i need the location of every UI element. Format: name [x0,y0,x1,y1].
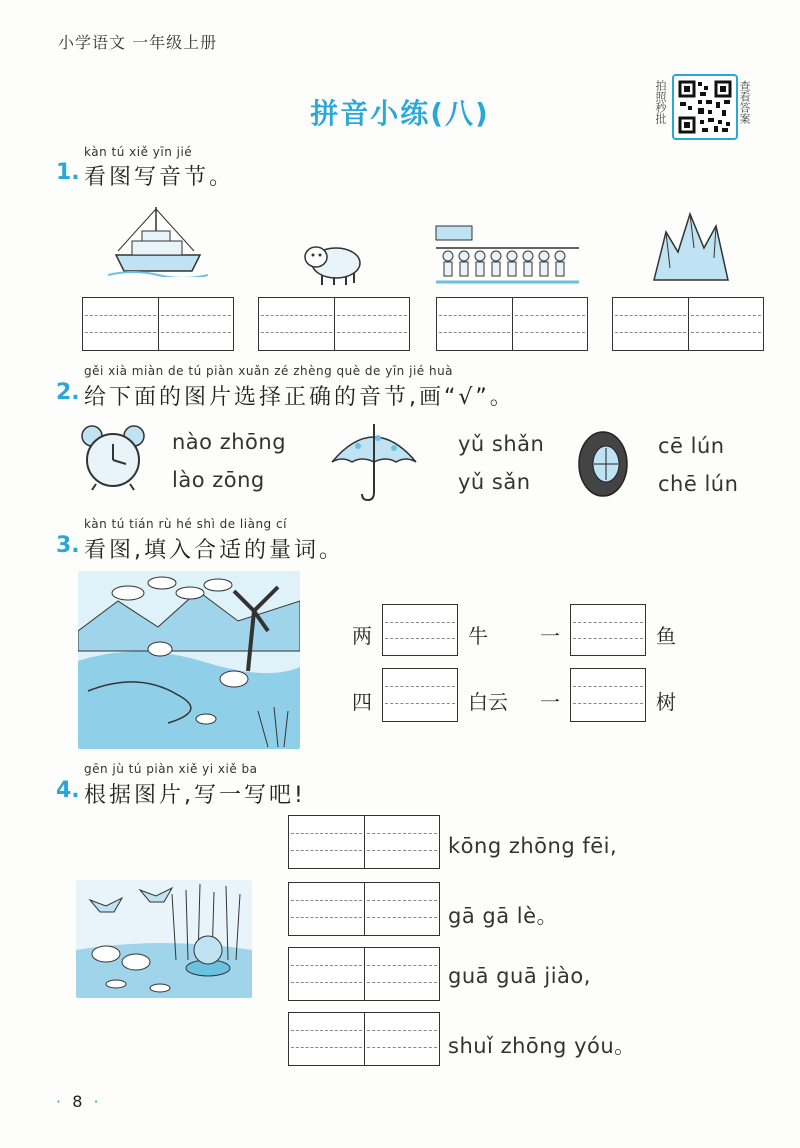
q2-option-1a[interactable]: nào zhōng [172,430,287,454]
q1-pinyin: kàn tú xiě yīn jié [84,145,193,159]
q4-line-3: guā guā jiào, [448,964,591,988]
qr-right-label: 查看答案 [738,80,751,124]
alarm-clock-picture [78,424,148,492]
wheel-picture [576,430,630,498]
q1-instruction: 看图写音节。 [84,165,235,190]
q4-line-1: kōng zhōng fēi, [448,834,618,858]
cow-picture [300,235,366,287]
ship-picture [108,205,208,277]
q2-instruction: 给下面的图片选择正确的音节,画“√”。 [84,385,515,410]
q1-answer-grid-1[interactable] [82,297,234,351]
children-picture [434,222,584,288]
q4-answer-grid-4[interactable] [288,1012,440,1066]
q2-pinyin: gěi xià miàn de tú piàn xuǎn zé zhèng què de yīn jié huà [84,364,454,378]
q3-word-8: 树 [656,690,676,714]
qr-code-icon [674,76,736,138]
page-title: 拼音小练(八) [310,97,490,130]
q4-answer-grid-3[interactable] [288,947,440,1001]
q4-line-2: gā gā lè。 [448,904,559,928]
page-number-dot-right: · [93,1092,99,1111]
q3-word-7: 一 [540,690,560,714]
page-number [56,1092,99,1111]
q3-word-2: 牛 [468,624,488,648]
q2-option-1b[interactable]: lào zōng [172,468,265,492]
q3-answer-box-4[interactable] [570,668,646,722]
mountain-picture [650,208,730,284]
q4-line-4: shuǐ zhōng yóu。 [448,1034,636,1058]
page-number-value: 8 [72,1092,83,1111]
q3-instruction: 看图,填入合适的量词。 [84,538,344,563]
book-header: 小学语文 一年级上册 [58,33,218,52]
q3-word-6: 白云 [468,690,508,714]
q3-word-4: 鱼 [656,624,676,648]
qr-left-label: 拍照秒批 [654,80,667,124]
q2-number: 2. [56,380,80,405]
umbrella-picture [328,418,420,504]
q3-number: 3. [56,533,80,558]
q2-option-2a[interactable]: yǔ shǎn [458,432,545,456]
q3-word-5: 四 [352,690,372,714]
q4-number: 4. [56,778,80,803]
q3-word-3: 一 [540,624,560,648]
q3-answer-box-1[interactable] [382,604,458,656]
q2-option-3b[interactable]: chē lún [658,472,739,496]
q2-option-2b[interactable]: yǔ sǎn [458,470,531,494]
q1-number: 1. [56,160,80,185]
q4-pinyin: gēn jù tú piàn xiě yi xiě ba [84,762,258,776]
q4-answer-grid-1[interactable] [288,815,440,869]
page-number-dot-left: · [56,1092,62,1111]
qr-code[interactable] [672,74,738,140]
q1-answer-grid-4[interactable] [612,297,764,351]
q3-answer-box-3[interactable] [382,668,458,722]
q3-answer-box-2[interactable] [570,604,646,656]
pond-scene-picture [78,571,300,749]
q2-option-3a[interactable]: cē lún [658,434,725,458]
q1-answer-grid-3[interactable] [436,297,588,351]
q4-instruction: 根据图片,写一写吧! [84,783,306,808]
q1-answer-grid-2[interactable] [258,297,410,351]
q4-answer-grid-2[interactable] [288,882,440,936]
q3-word-1: 两 [352,624,372,648]
pond-animals-picture [76,880,252,998]
q3-pinyin: kàn tú tián rù hé shì de liàng cí [84,517,287,531]
